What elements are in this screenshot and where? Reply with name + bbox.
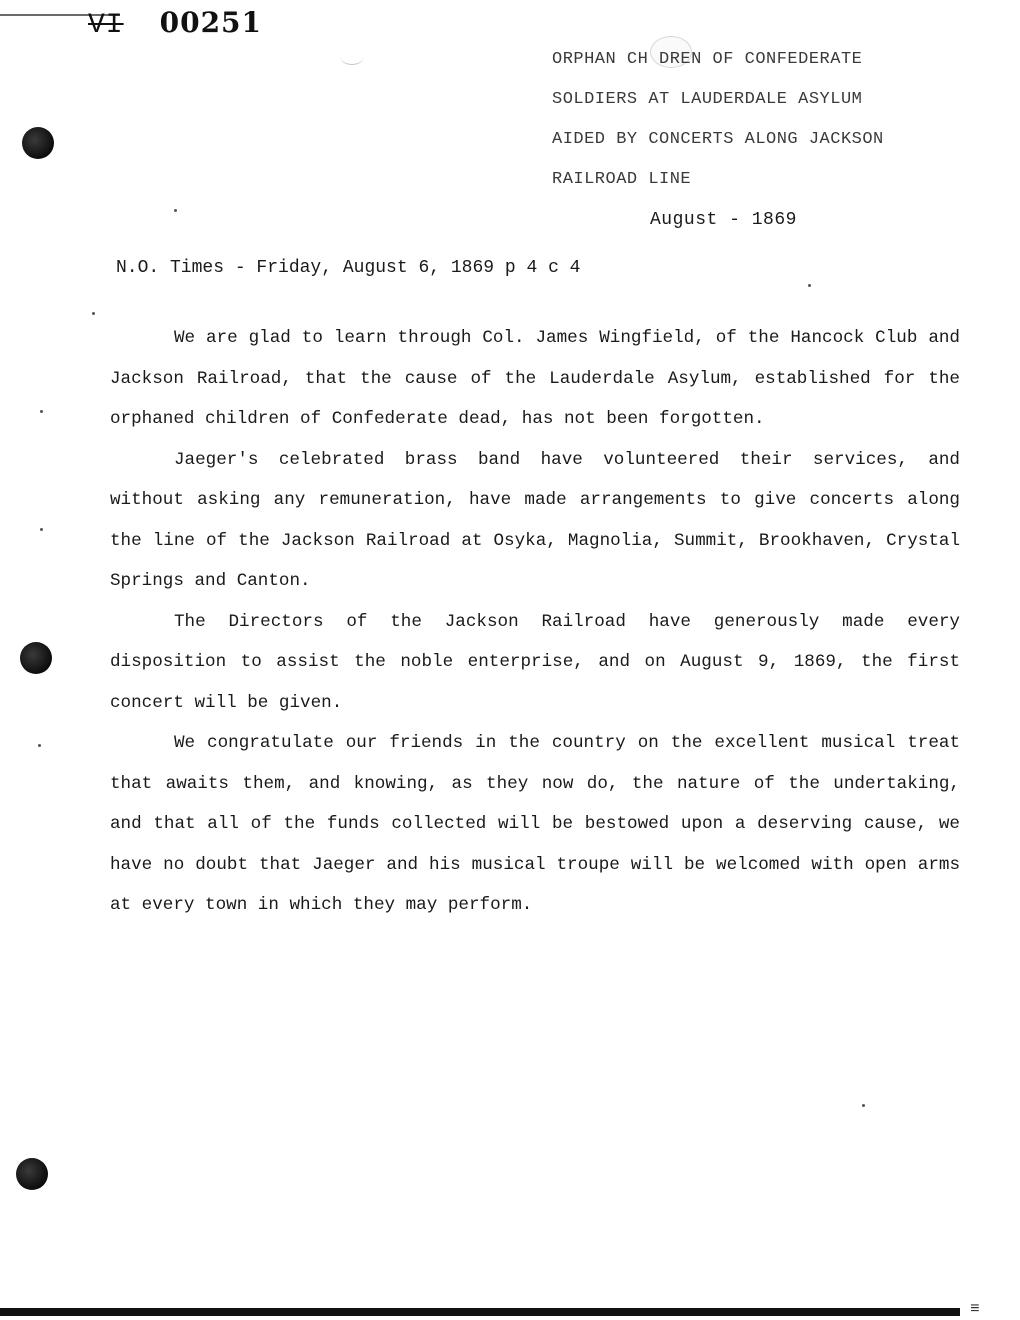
document-heading [552, 40, 972, 240]
paper-speck [40, 528, 43, 531]
paper-speck [38, 744, 41, 747]
paragraph: The Directors of the Jackson Railroad have generously made every disposition to assist the noble enterprise, and on August 9, 1869, the first concert will be given. [110, 611, 960, 713]
heading-line: AIDED BY CONCERTS ALONG JACKSON [552, 130, 884, 149]
file-number [88, 6, 262, 41]
heading-line: RAILROAD LINE [552, 170, 692, 189]
punch-hole [20, 642, 52, 674]
paragraph: We are glad to learn through Col. James Wingfield, of the Hancock Club and Jackson Railroad, that the cause of the Lauderdale Asylum, established for the orphaned children of Confederate dead, has not been forgotten. [110, 328, 960, 429]
article-body [110, 318, 960, 926]
source-citation: N.O. Times - Friday, August 6, 1869 p 4 c 4 [116, 258, 581, 278]
paper-speck [174, 209, 177, 212]
punch-hole [22, 127, 54, 159]
paper-speck [862, 1104, 865, 1107]
corner-mark-icon: ≡ [970, 1300, 980, 1318]
punch-hole [16, 1158, 48, 1190]
heading-date: August - 1869 [650, 210, 797, 230]
heading-line: SOLDIERS AT LAUDERDALE ASYLUM [552, 90, 863, 109]
paper-speck [808, 284, 811, 287]
file-number-value: 00251 [159, 6, 263, 39]
heading-line: ORPHAN CH DREN OF CONFEDERATE [552, 50, 863, 69]
paragraph: We congratulate our friends in the country on the excellent musical treat that awaits them, and knowing, as they now do, the nature of the undertaking, and that all of the funds collected will be bestowed upon a deserving cause, we have no doubt that Jaeger and his musical troupe will be welcomed with open arms at every town in which they may perform. [110, 733, 960, 915]
file-volume: VI [88, 10, 124, 41]
bottom-edge-bar [0, 1308, 960, 1316]
paper-smudge [340, 48, 364, 65]
paragraph: Jaeger's celebrated brass band have volunteered their services, and without asking any remuneration, have made arrangements to give concerts along the line of the Jackson Railroad at Osyka, Magnolia, Summit, Brookhaven, Crystal Springs and Canton. [110, 449, 960, 591]
paper-speck [40, 410, 43, 413]
paper-speck [92, 312, 95, 315]
